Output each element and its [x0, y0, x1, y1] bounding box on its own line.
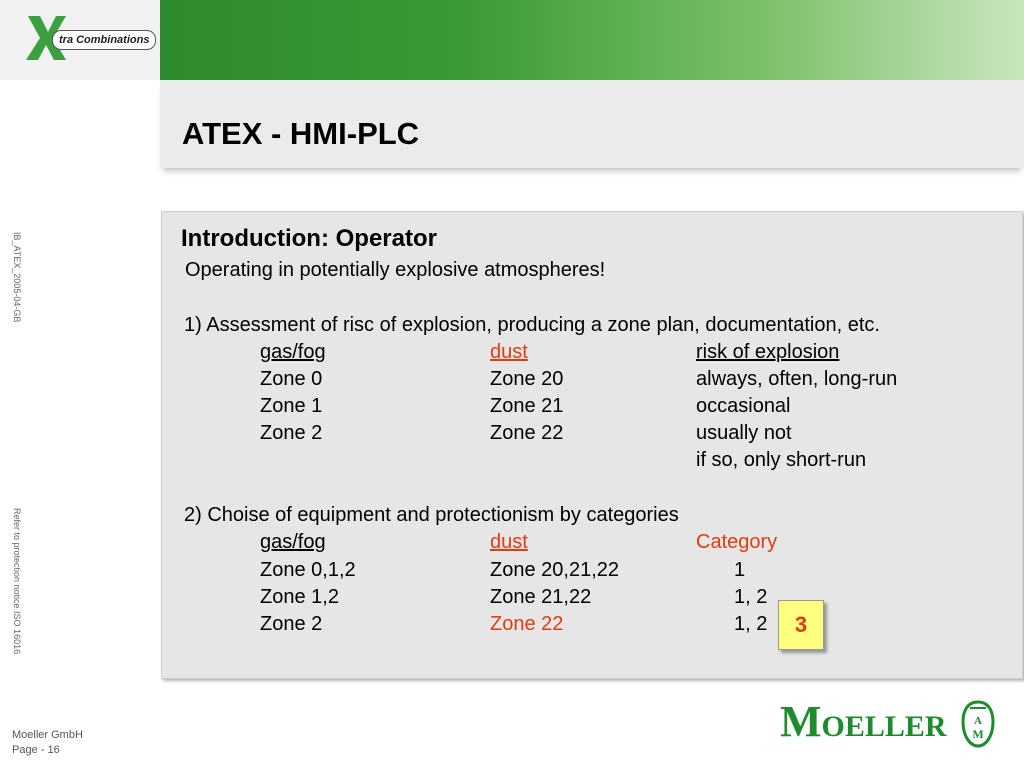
section1-header-dust: dust: [490, 341, 528, 363]
svg-text:A: A: [974, 715, 982, 727]
section1-title: 1) Assessment of risc of explosion, producing a zone plan, documentation, etc.: [184, 314, 880, 336]
footer-page-number: Page - 16: [12, 744, 60, 756]
page-title: ATEX - HMI-PLC: [182, 116, 420, 151]
moeller-logo: [780, 697, 947, 746]
section1-cell: Zone 21: [490, 395, 564, 417]
section1-cell: Zone 0: [260, 368, 323, 390]
section1-cell: Zone 20: [490, 368, 564, 390]
moeller-logo-initial: M: [780, 697, 822, 746]
section2-cell: Zone 1,2: [260, 586, 339, 608]
section2-cell: Zone 2: [260, 613, 323, 635]
section1-cell: Zone 22: [490, 422, 564, 444]
section2-cell: 1, 2: [734, 586, 768, 608]
section2-title: 2) Choise of equipment and protectionism by categories: [184, 504, 679, 526]
section1-header-gas: gas/fog: [260, 341, 326, 363]
sticky-note: 3: [778, 600, 824, 650]
section2-cell: 1: [734, 559, 746, 581]
section2-header-category: Category: [696, 531, 778, 553]
section2-header-dust: dust: [490, 531, 528, 553]
section1-cell: Zone 2: [260, 422, 323, 444]
moeller-emblem-icon: [960, 700, 996, 748]
header-banner: [160, 0, 1024, 80]
logo-text: tra Combinations: [52, 30, 156, 50]
section1-header-risk: risk of explosion: [696, 341, 840, 363]
section1-cell: usually not: [696, 422, 792, 444]
moeller-logo-rest: OELLER: [821, 710, 947, 743]
subtitle: Operating in potentially explosive atmospheres!: [185, 259, 606, 281]
section1-cell: always, often, long-run: [696, 368, 898, 390]
section2-header-gas: gas/fog: [260, 531, 326, 553]
svg-text:M: M: [972, 727, 984, 741]
section2-cell: 1, 2: [734, 613, 768, 635]
section2-cell: Zone 20,21,22: [490, 559, 619, 581]
section-heading: Introduction: Operator: [181, 225, 437, 252]
section1-cell: if so, only short-run: [696, 449, 867, 471]
side-label-document-id: IB_ATEX_2005-04-GB: [12, 232, 22, 323]
footer-company: Moeller GmbH: [12, 729, 83, 741]
side-label-protection-notice: Refer to protection notice ISO 16016: [12, 508, 22, 655]
section2-cell: Zone 21,22: [490, 586, 592, 608]
section1-cell: Zone 1: [260, 395, 323, 417]
section2-cell: Zone 0,1,2: [260, 559, 356, 581]
section1-cell: occasional: [696, 395, 791, 417]
header-logo-area: [0, 0, 160, 80]
section2-cell: Zone 22: [490, 613, 564, 635]
